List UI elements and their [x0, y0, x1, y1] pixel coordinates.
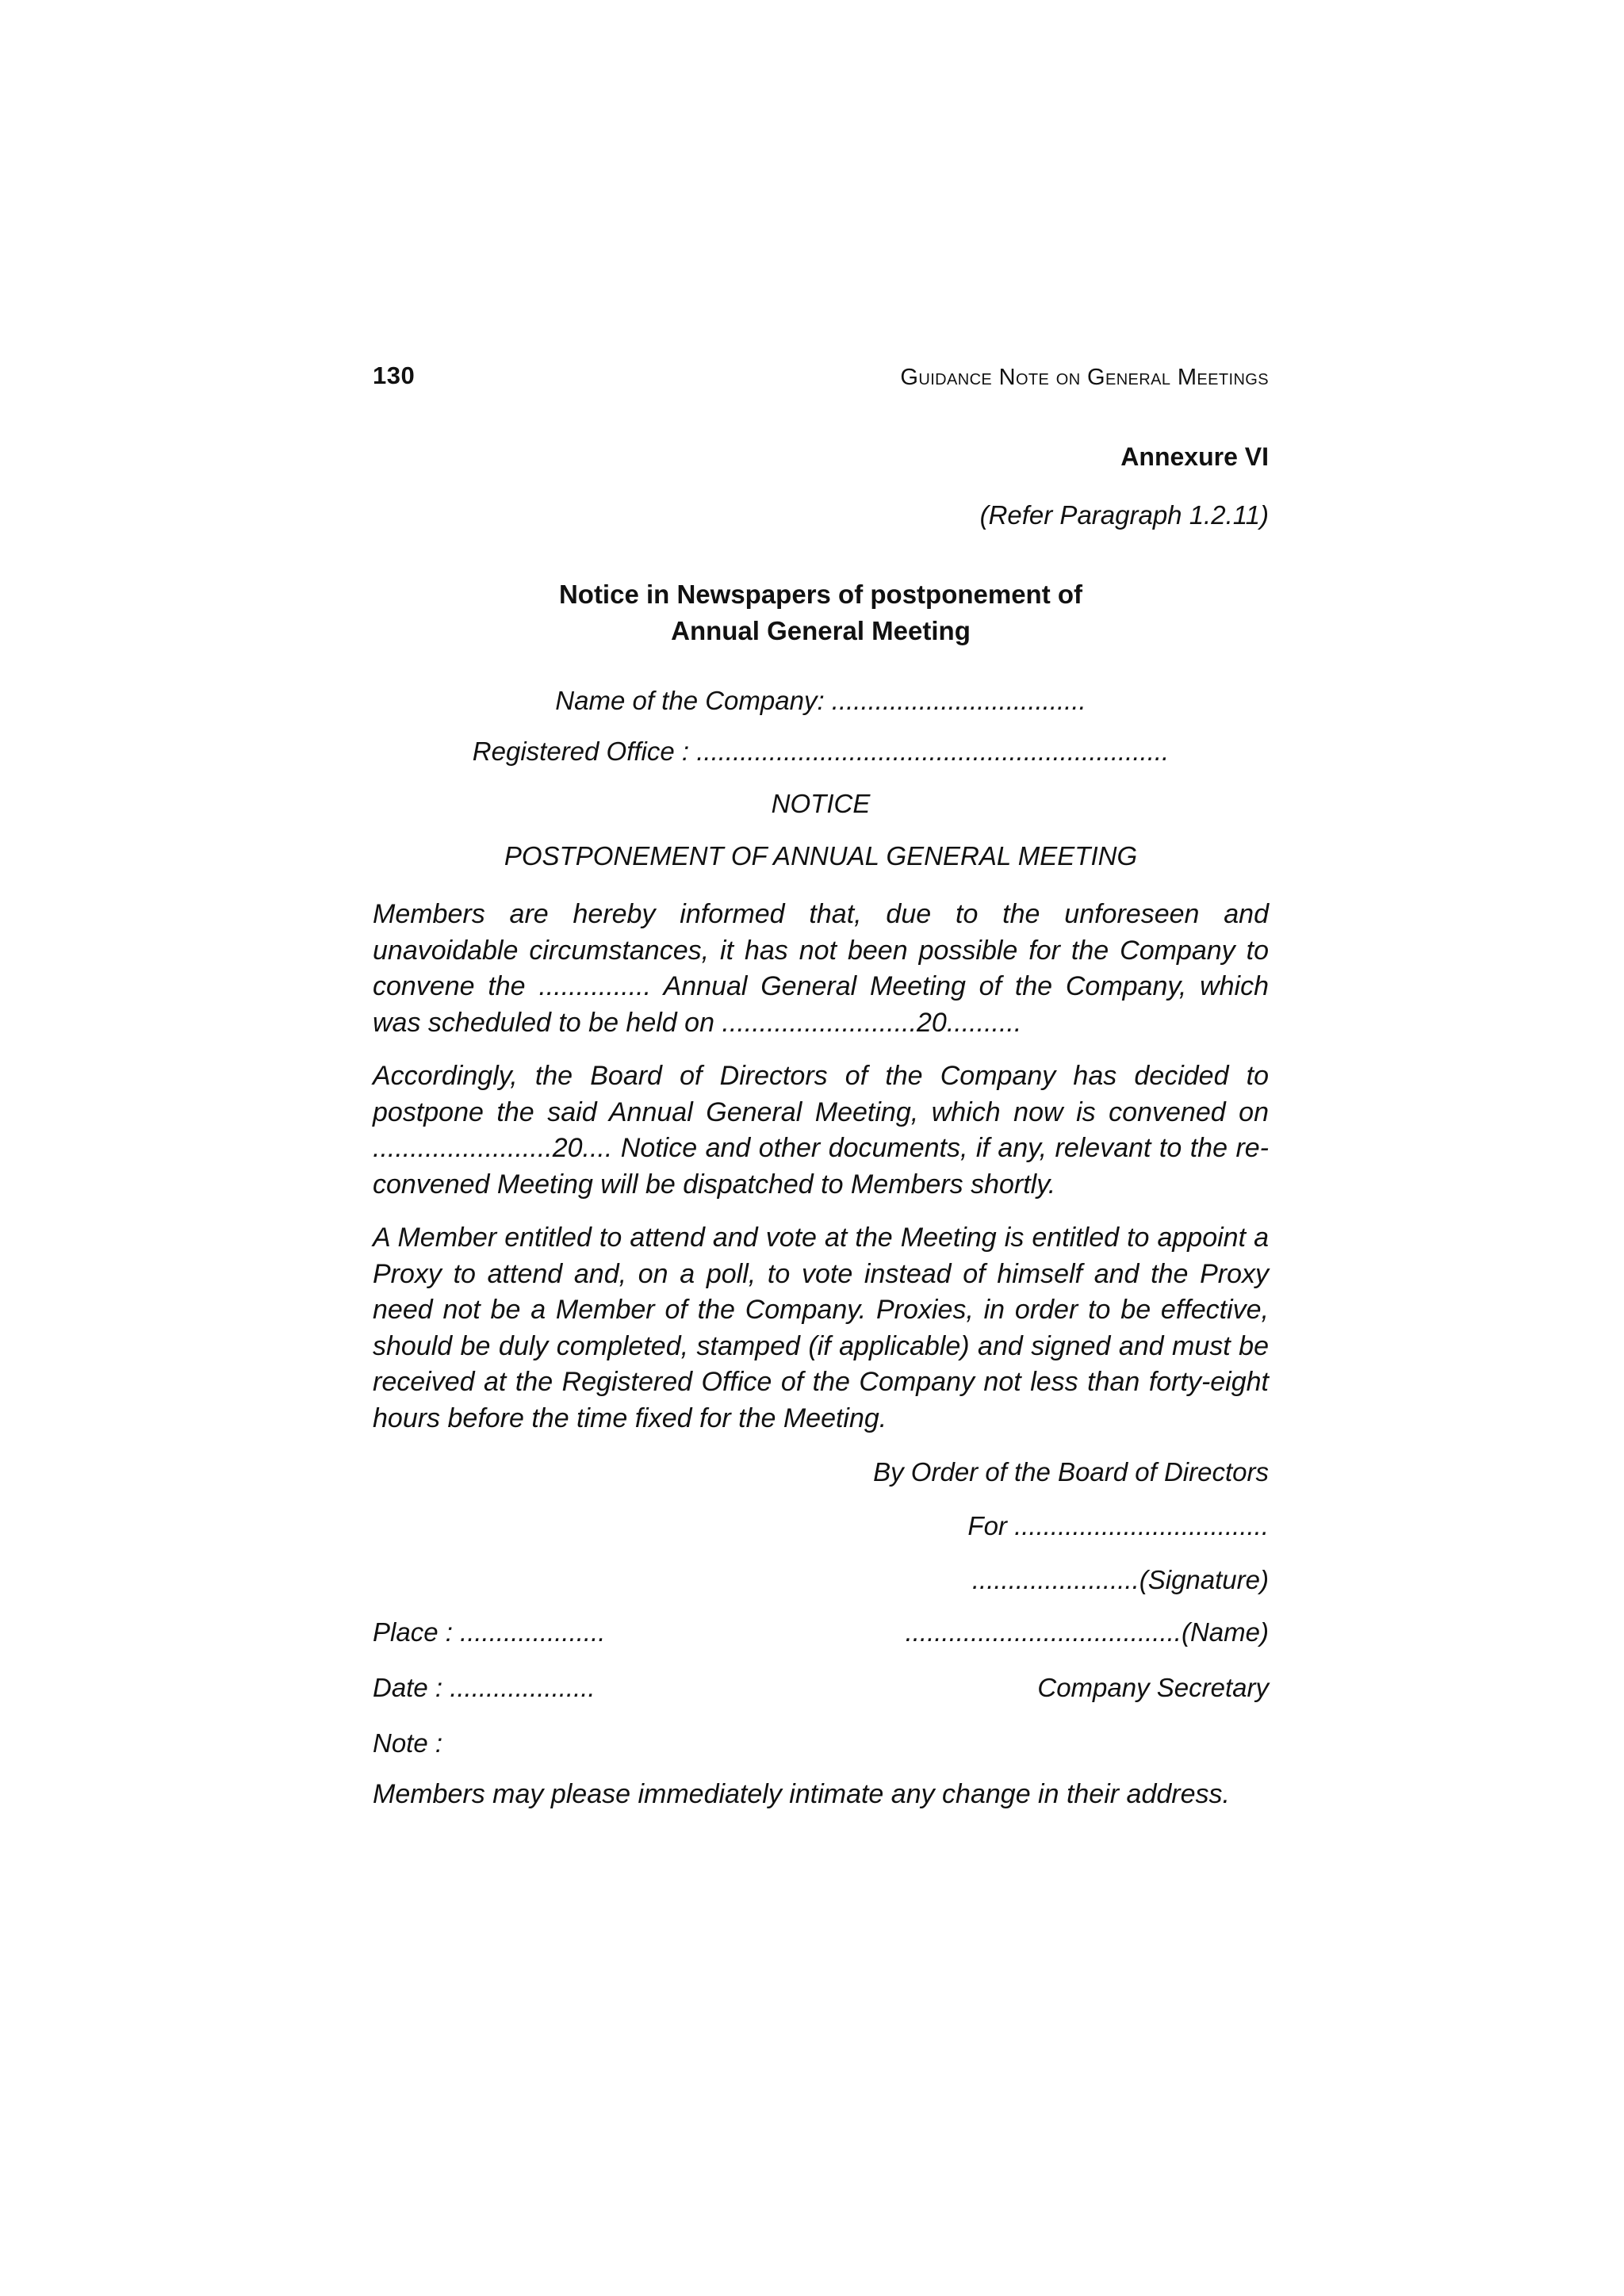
signature-line: .......................(Signature) — [971, 1565, 1269, 1594]
notice-paragraph: A Member entitled to attend and vote at the Meeting is entitled to appoint a Proxy to attend and, on a poll, to vote instead of himself and the Proxy need not be a Member of the Company. Proxies, in order to be effective, should be duly completed, stamped (if applicable) and signed and must be received at the Registered Office of the Company not less than forty-eight hours before the time fixed for the Meeting. — [373, 1223, 1269, 1433]
running-head: Guidance Note on General Meetings — [900, 365, 1269, 390]
date-designation-row — [373, 1673, 1269, 1706]
place-name-row — [373, 1617, 1269, 1651]
company-name-line: Name of the Company: ................................... — [555, 686, 1086, 715]
annexure-label: Annexure VI — [1120, 442, 1269, 471]
registered-office-line: Registered Office : ................................................................. — [472, 737, 1170, 766]
document-page — [373, 349, 1269, 1810]
notice-paragraph: Members are hereby informed that, due to the unforeseen and unavoidable circumstances, it has not been possible for the Company to convene the ............... Annual General Meeting of the Company, which was scheduled to be held on ..........................20.......... — [373, 899, 1269, 1038]
date-field: Date : .................... — [373, 1673, 596, 1702]
by-order-line: By Order of the Board of Directors — [873, 1457, 1269, 1487]
page-header — [373, 349, 1269, 396]
place-field: Place : .................... — [373, 1617, 606, 1647]
paragraph-reference: (Refer Paragraph 1.2.11) — [979, 500, 1269, 530]
document-title-line-1: Notice in Newspapers of postponement of — [558, 580, 1083, 609]
document-title-line-2: Annual General Meeting — [671, 616, 971, 645]
note-text: Members may please immediately intimate any change in their address. — [373, 1779, 1230, 1809]
for-company-line: For ................................... — [967, 1511, 1269, 1540]
document-title — [373, 576, 1269, 649]
note-label: Note : — [373, 1728, 443, 1758]
designation-field: Company Secretary — [1037, 1673, 1269, 1702]
page-number: 130 — [373, 362, 416, 389]
notice-subheading: POSTPONEMENT OF ANNUAL GENERAL MEETING — [504, 841, 1138, 871]
notice-paragraph: Accordingly, the Board of Directors of the Company has decided to postpone the said Annual General Meeting, which now is convened on ........................20.... Notice and other documents, if any, relevant to the re-convened Meeting will be dispatched to Members shortly. — [373, 1061, 1269, 1200]
notice-heading: NOTICE — [771, 789, 871, 818]
name-field: ......................................(Name) — [905, 1617, 1269, 1647]
